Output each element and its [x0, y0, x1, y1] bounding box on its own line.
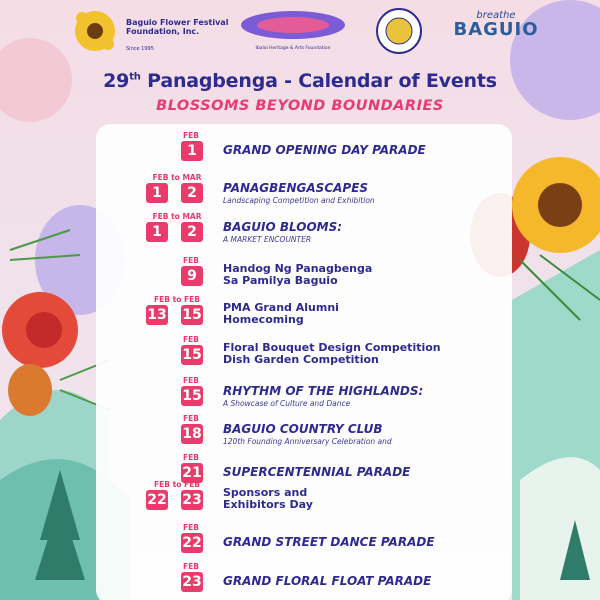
event-day: 15 [182, 347, 202, 363]
sunflower-logo-icon [70, 6, 120, 56]
event-subtitle: 120th Founding Anniversary Celebration and [223, 437, 392, 446]
event-title: BAGUIO COUNTRY CLUB [223, 422, 383, 436]
event-title: Floral Bouquet Design Competition [223, 341, 441, 354]
event-row [0, 376, 600, 416]
event-title-line2: Sa Pamilya Baguio [223, 274, 338, 287]
event-day: 9 [181, 266, 203, 286]
event-row [0, 131, 600, 171]
breathe-baguio-logo [448, 10, 544, 50]
flower-foundation-logo [70, 6, 250, 58]
city-seal-icon [376, 8, 422, 54]
event-title: BAGUIO BLOOMS: [223, 220, 343, 234]
event-day-end: 2 [181, 183, 203, 203]
event-day-start: 13 [147, 307, 167, 323]
event-month: FEB [183, 523, 199, 532]
event-title-line2: Dish Garden Competition [223, 353, 379, 366]
sponsor-since: Since 1995 [126, 46, 154, 52]
event-day: 22 [182, 535, 202, 551]
event-month: FEB [183, 335, 199, 344]
event-month: FEB to MAR [152, 173, 202, 182]
event-month: FEB [183, 376, 199, 385]
event-row [0, 523, 600, 563]
title-suffix: th [129, 71, 141, 83]
event-title-line2: Homecoming [223, 313, 304, 326]
arts-foundation-name: Ibaloi Heritage & Arts Foundation [255, 46, 331, 51]
event-row [0, 480, 600, 520]
event-day: 21 [182, 465, 202, 481]
event-month: FEB to MAR [152, 212, 202, 221]
event-row [0, 295, 600, 335]
event-day: 23 [182, 574, 202, 590]
title-number: 29 [103, 70, 130, 92]
event-month: FEB to FEB [154, 295, 200, 304]
event-month: FEB [183, 562, 199, 571]
banner-logo-icon [240, 10, 346, 40]
event-row [0, 173, 600, 213]
event-month: FEB to FEB [154, 480, 200, 489]
event-subtitle: Landscaping Competition and Exhibition [223, 196, 375, 205]
event-row [0, 256, 600, 296]
event-day: 18 [182, 426, 202, 442]
event-row [0, 414, 600, 454]
event-day-end: 23 [182, 492, 202, 508]
event-day-end: 15 [182, 307, 202, 323]
event-day: 15 [182, 388, 202, 404]
event-title: GRAND OPENING DAY PARADE [223, 143, 426, 157]
event-day-start: 1 [146, 183, 168, 203]
event-title: PANAGBENGASCAPES [223, 181, 369, 195]
event-row [0, 562, 600, 600]
event-title: Handog Ng Panagbenga [223, 262, 373, 275]
logo-breathe: breathe [476, 10, 516, 21]
event-title: GRAND FLORAL FLOAT PARADE [223, 574, 432, 588]
title-text: Panagbenga - Calendar of Events [140, 70, 497, 92]
event-month: FEB [183, 453, 199, 462]
event-month: FEB [183, 256, 199, 265]
event-title: PMA Grand Alumni [223, 301, 339, 314]
logo-baguio: BAGUIO [453, 19, 539, 40]
page-subtitle: BLOSSOMS BEYOND BOUNDARIES [156, 98, 444, 114]
event-day-start: 1 [146, 222, 168, 242]
event-subtitle: A Showcase of Culture and Dance [223, 399, 351, 408]
arts-foundation-logo [240, 10, 346, 50]
event-day-end: 2 [181, 222, 203, 242]
event-subtitle: A MARKET ENCOUNTER [223, 235, 312, 244]
event-month: FEB [183, 414, 199, 423]
event-month: FEB [183, 131, 199, 140]
event-row [0, 212, 600, 252]
sponsor-name: Baguio Flower Festival Foundation, Inc. [126, 18, 229, 36]
event-title: SUPERCENTENNIAL PARADE [223, 465, 411, 479]
event-day: 1 [181, 141, 203, 161]
event-day-start: 22 [147, 492, 167, 508]
page-title [0, 70, 600, 92]
event-title: RHYTHM OF THE HIGHLANDS: [223, 384, 424, 398]
event-row [0, 335, 600, 375]
event-title: GRAND STREET DANCE PARADE [223, 535, 435, 549]
event-title-line2: Exhibitors Day [223, 498, 313, 511]
event-title: Sponsors and [223, 486, 308, 499]
